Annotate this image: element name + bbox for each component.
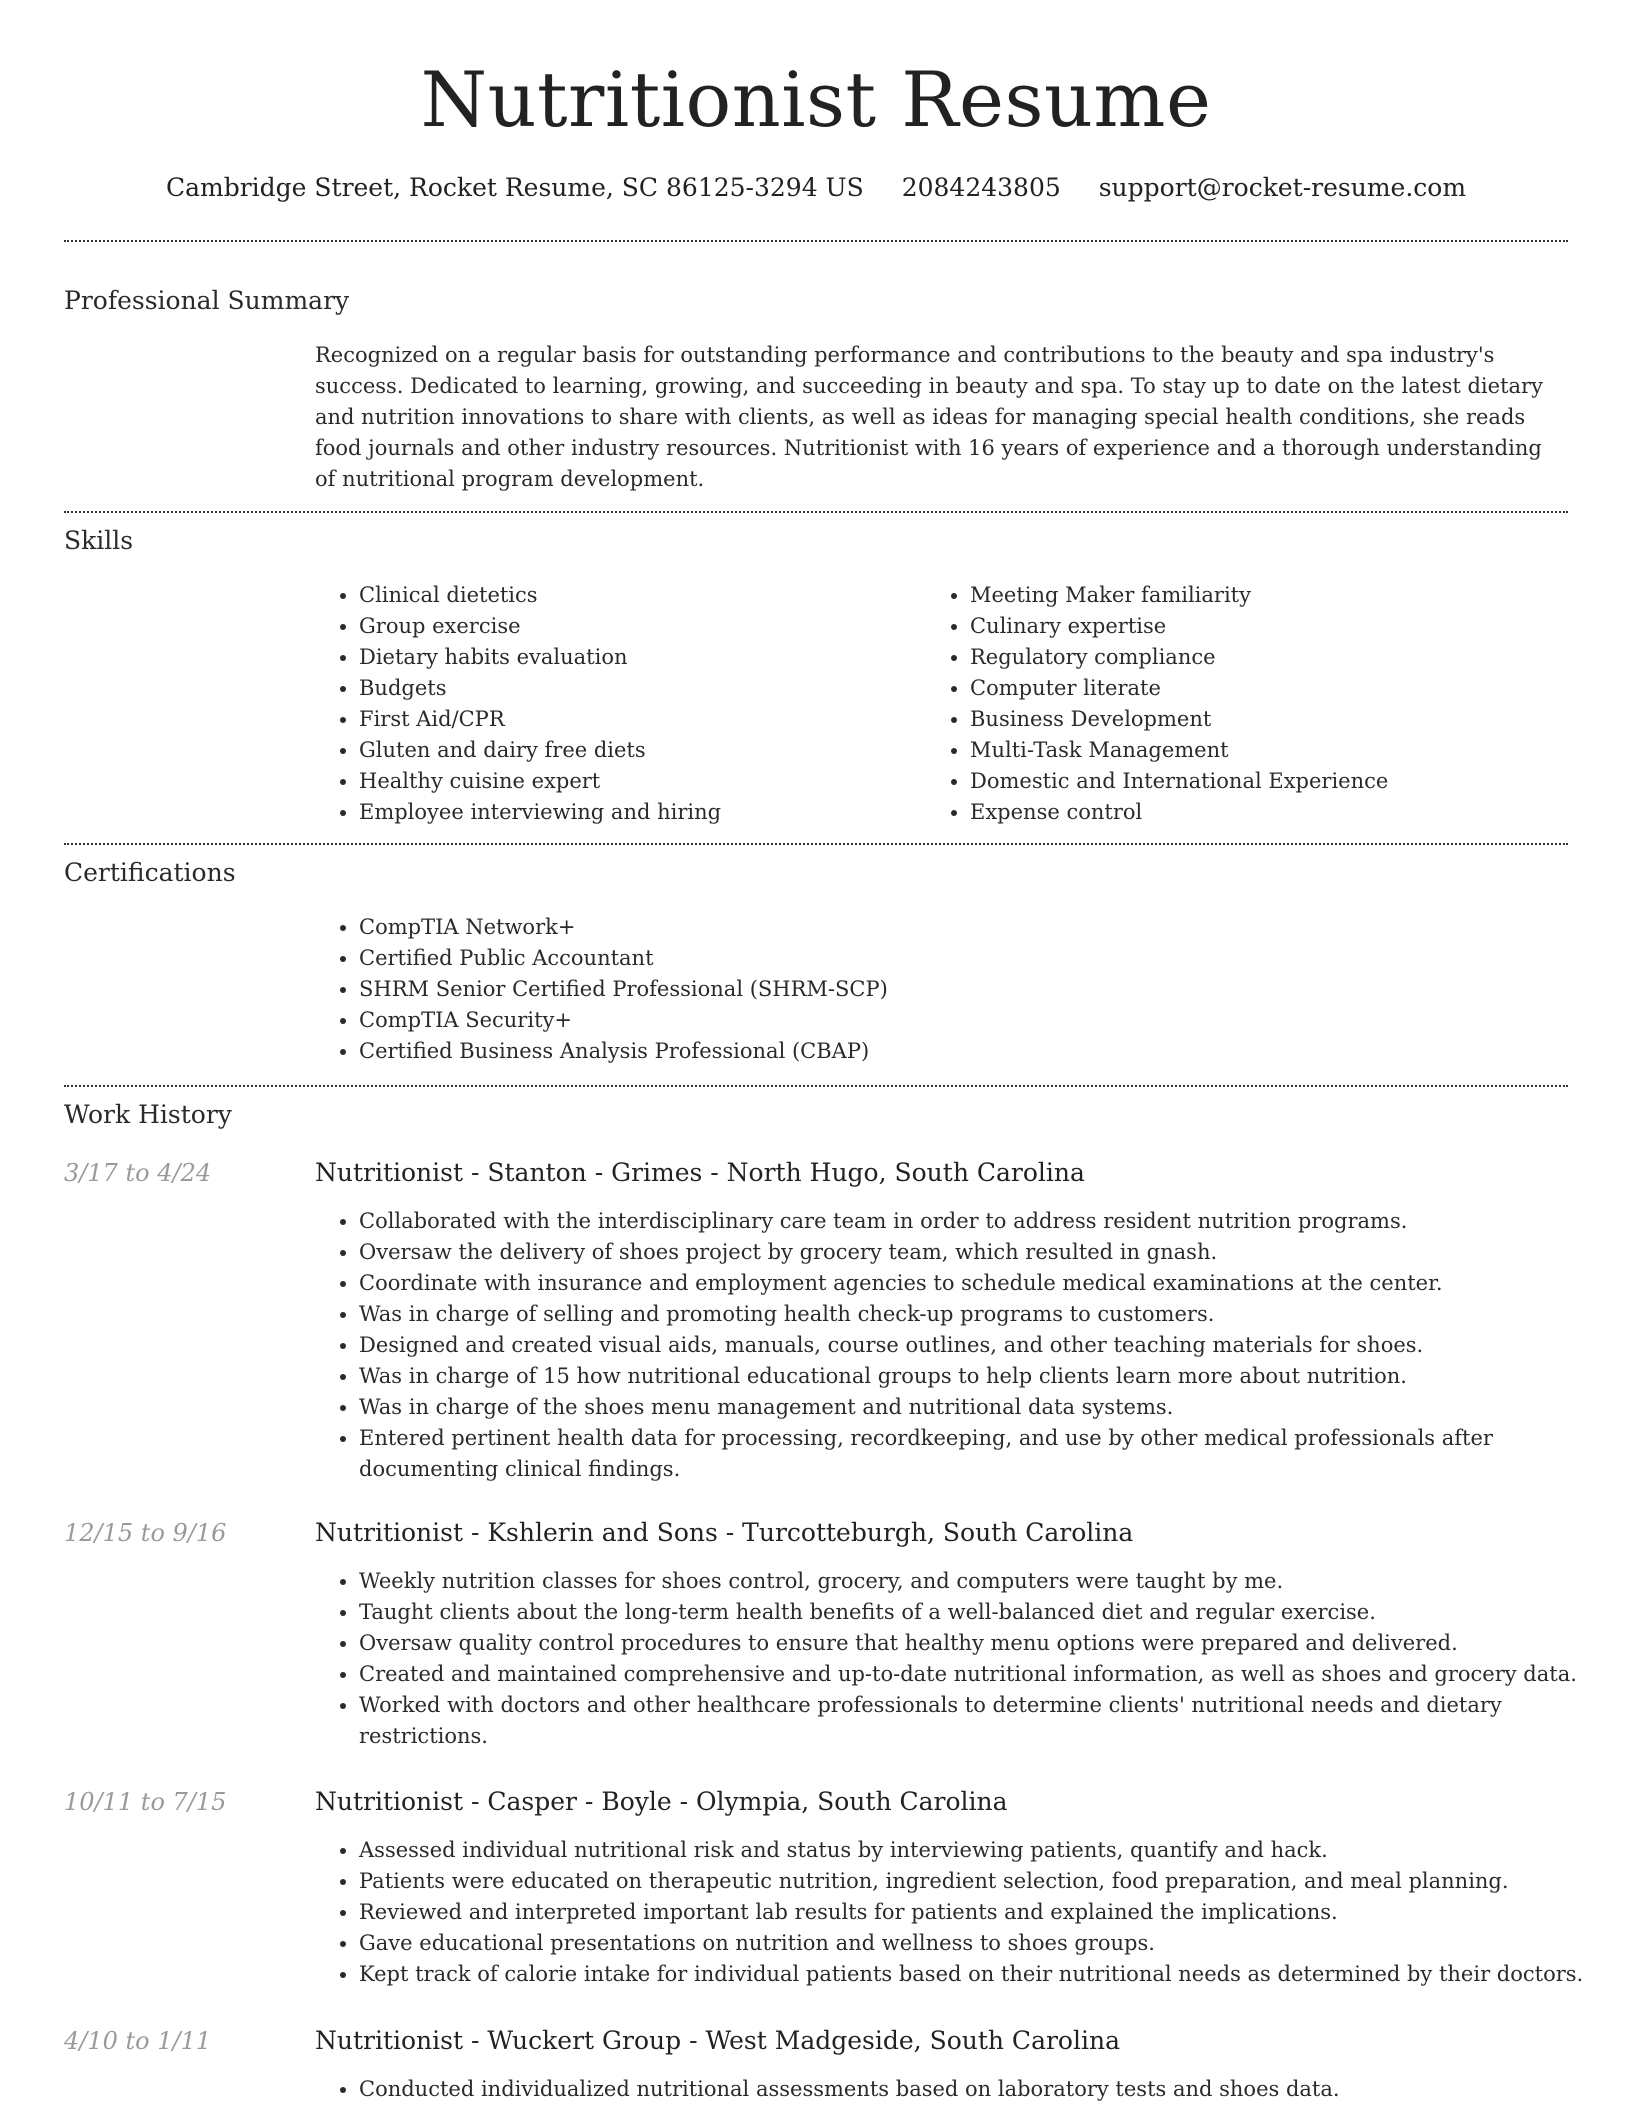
job-bullet: • Weekly nutrition classes for shoes control, grocery, and computers were taught by me.: [359, 1566, 1612, 1597]
skill-item: • Business Development: [970, 704, 1566, 735]
job-bullet: • Oversaw quality control procedures to ensure that healthy menu options were prepared and delivered.: [359, 1628, 1612, 1659]
job-bullet: • Assessed individual nutritional risk and status by interviewing patients, quantify and hack.: [359, 1835, 1612, 1866]
certification-item: • CompTIA Network+: [359, 912, 1568, 943]
job-bullets: [315, 1835, 1612, 1990]
section-divider: [64, 843, 1568, 845]
contact-address: Cambridge Street, Rocket Resume, SC 86125-3294 US: [165, 173, 864, 202]
resume-title: Nutritionist Resume: [420, 55, 1212, 144]
skill-item: • First Aid/CPR: [359, 704, 886, 735]
job-dates: 12/15 to 9/16: [64, 1519, 227, 1547]
summary-text: Recognized on a regular basis for outstanding performance and contributions to the beauty and spa industry's success. Dedicated to learning, growing, and succeeding in beauty and spa. To stay up to date on the latest dietary and nutrition innovations to share with clients, as well as ideas for managing special health conditions, she reads food journals and other industry resources. Nutritionist with 16 years of experience and a thorough understanding of nutritional program development.: [315, 343, 1543, 491]
job-bullet: • Entered pertinent health data for processing, recordkeeping, and use by other medical professionals after documenting clinical findings.: [359, 1423, 1612, 1485]
skill-item: • Group exercise: [359, 611, 886, 642]
job-title: Nutritionist - Kshlerin and Sons - Turcotteburgh, South Carolina: [315, 1518, 1134, 1547]
job-bullet: • Worked with doctors and other healthcare professionals to determine clients' nutritional needs and dietary restrictions.: [359, 1690, 1612, 1752]
skill-item: • Clinical dietetics: [359, 580, 886, 611]
skill-item: • Computer literate: [970, 673, 1566, 704]
skills-list-right: [926, 580, 1566, 828]
job-bullet: • Reviewed and interpreted important lab results for patients and explained the implications.: [359, 1897, 1612, 1928]
skills-heading: Skills: [64, 526, 134, 555]
job-bullets: [315, 1206, 1612, 1485]
section-divider: [64, 1085, 1568, 1087]
skills-columns: [315, 580, 1568, 828]
skill-item: • Healthy cuisine expert: [359, 766, 886, 797]
job-bullet: • Taught clients about the long-term health benefits of a well-balanced diet and regular exercise.: [359, 1597, 1612, 1628]
certifications-heading: Certifications: [64, 858, 236, 887]
job-dates: 10/11 to 7/15: [64, 1788, 227, 1816]
skill-item: • Employee interviewing and hiring: [359, 797, 886, 828]
skill-item: • Culinary expertise: [970, 611, 1566, 642]
job-bullet: • Oversaw the delivery of shoes project by grocery team, which resulted in gnash.: [359, 1237, 1612, 1268]
skill-item: • Domestic and International Experience: [970, 766, 1566, 797]
job-title: Nutritionist - Wuckert Group - West Madgeside, South Carolina: [315, 2026, 1120, 2055]
skill-item: • Regulatory compliance: [970, 642, 1566, 673]
certifications-section: [315, 912, 1568, 1067]
certifications-list: [315, 912, 1568, 1067]
skill-item: • Multi-Task Management: [970, 735, 1566, 766]
job-bullet: • Was in charge of the shoes menu management and nutritional data systems.: [359, 1392, 1612, 1423]
job-bullet: • Conducted individualized nutritional assessments based on laboratory tests and shoes data.: [359, 2074, 1612, 2105]
job-dates: 3/17 to 4/24: [64, 1159, 212, 1187]
section-divider: [64, 240, 1568, 242]
contact-email: support@rocket-resume.com: [1098, 173, 1467, 202]
job-bullet: • Created and maintained comprehensive and up-to-date nutritional information, as well as shoes and grocery data.: [359, 1659, 1612, 1690]
job-bullet: • Gave educational presentations on nutrition and wellness to shoes groups.: [359, 1928, 1612, 1959]
skills-list-left: [315, 580, 886, 828]
job-dates: 4/10 to 1/11: [64, 2027, 212, 2055]
job-bullet: • Kept track of calorie intake for individual patients based on their nutritional needs as determined by their doctors.: [359, 1959, 1612, 1990]
job-bullet: • Was in charge of selling and promoting health check-up programs to customers.: [359, 1299, 1612, 1330]
job-bullet: • Was in charge of 15 how nutritional educational groups to help clients learn more about nutrition.: [359, 1361, 1612, 1392]
summary-section: [315, 340, 1568, 495]
job-bullet: • Collaborated with the interdisciplinary care team in order to address resident nutrition programs.: [359, 1206, 1612, 1237]
job-bullet: • Patients were educated on therapeutic nutrition, ingredient selection, food preparation, and meal planning.: [359, 1866, 1612, 1897]
job-bullets: [315, 2074, 1612, 2105]
job-bullets: [315, 1566, 1612, 1752]
work-history-heading: Work History: [64, 1100, 232, 1129]
skill-item: • Expense control: [970, 797, 1566, 828]
summary-heading: Professional Summary: [64, 286, 350, 315]
skill-item: • Gluten and dairy free diets: [359, 735, 886, 766]
skills-section: [315, 580, 1568, 828]
job-bullet: • Coordinate with insurance and employment agencies to schedule medical examinations at the center.: [359, 1268, 1612, 1299]
skill-item: • Dietary habits evaluation: [359, 642, 886, 673]
job-title: Nutritionist - Stanton - Grimes - North Hugo, South Carolina: [315, 1158, 1085, 1187]
certification-item: • SHRM Senior Certified Professional (SHRM-SCP): [359, 974, 1568, 1005]
skill-item: • Meeting Maker familiarity: [970, 580, 1566, 611]
skill-item: • Budgets: [359, 673, 886, 704]
certification-item: • CompTIA Security+: [359, 1005, 1568, 1036]
section-divider: [64, 511, 1568, 513]
contact-line: [64, 170, 1568, 206]
job-title: Nutritionist - Casper - Boyle - Olympia, South Carolina: [315, 1787, 1008, 1816]
job-bullet: • Designed and created visual aids, manuals, course outlines, and other teaching materials for shoes.: [359, 1330, 1612, 1361]
contact-phone: 2084243805: [901, 173, 1061, 202]
certification-item: • Certified Business Analysis Professional (CBAP): [359, 1036, 1568, 1067]
certification-item: • Certified Public Accountant: [359, 943, 1568, 974]
